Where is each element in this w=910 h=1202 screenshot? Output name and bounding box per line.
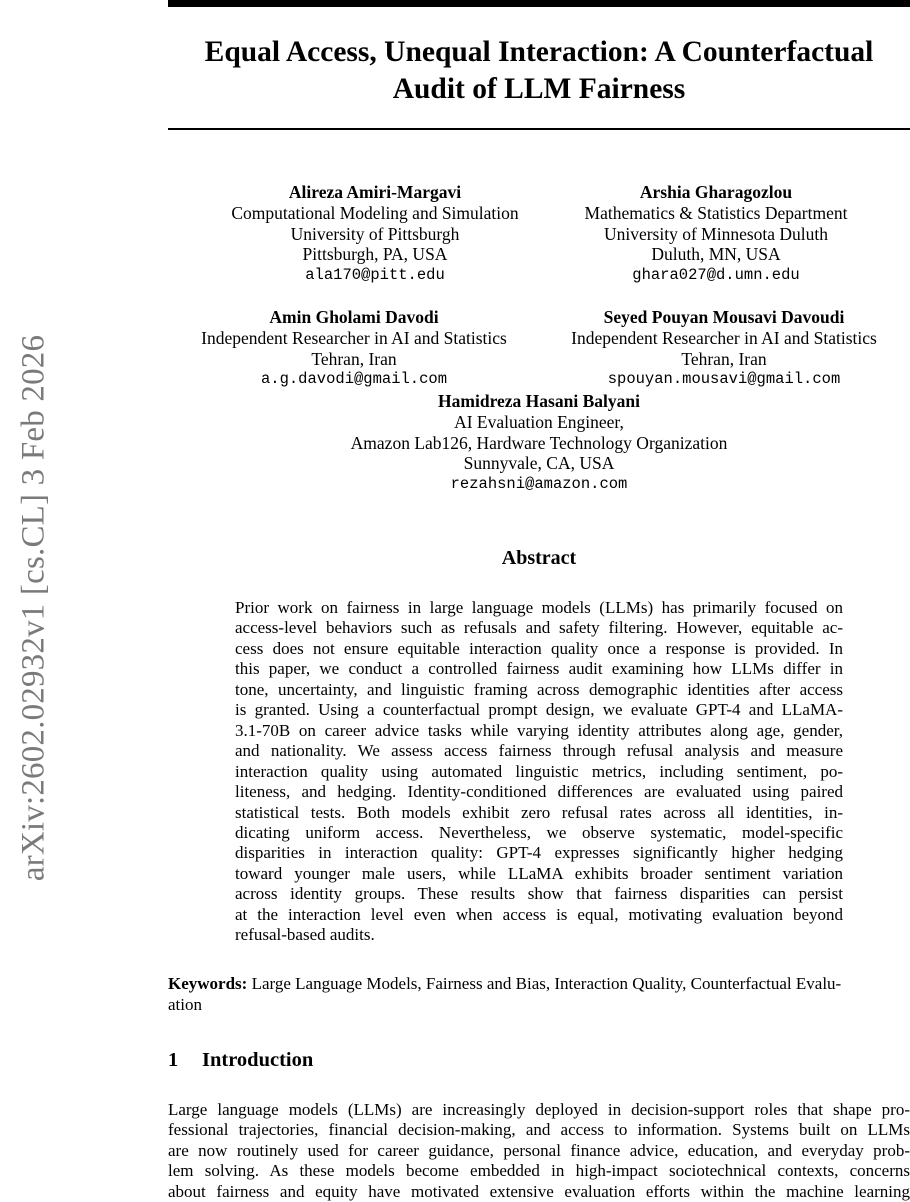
author-affiliation: AI Evaluation Engineer, (454, 411, 624, 432)
abstract-heading: Abstract (501, 547, 577, 569)
abstract-line: across identity groups. These results show that fairness disparities can persist (235, 884, 843, 904)
author-location: Tehran, Iran (681, 348, 767, 369)
keywords-text: ation (168, 994, 202, 1014)
body-line: lem solving. As these models become embedded in high-impact sociotechnical contexts, concerns (168, 1161, 910, 1181)
abstract-line: 3.1-70B on career advice tasks while varying identity attributes along age, gender, (235, 720, 843, 740)
body-line: are now routinely used for career guidance, personal finance advice, education, and everyday prob- (168, 1140, 910, 1160)
author-affiliation: Independent Researcher in AI and Statistics (201, 327, 507, 348)
author-name: Hamidreza Hasani Balyani (438, 391, 640, 411)
author-block (351, 391, 728, 495)
author-affiliation: Mathematics & Statistics Department (584, 202, 848, 223)
abstract-line: statistical tests. Both models exhibit zero refusal rates across all identities, in- (235, 802, 843, 822)
author-name: Amin Gholami Davodi (269, 307, 439, 327)
paper-title (168, 34, 910, 108)
introduction-body (168, 1100, 910, 1202)
section-title: Introduction (202, 1049, 314, 1071)
author-block (585, 182, 848, 286)
title-rule (168, 128, 910, 130)
keywords (168, 974, 910, 1015)
author-email[interactable]: ala170@pitt.edu (305, 266, 445, 285)
abstract-line: this paper, we conduct a controlled fairness audit examining how LLMs differ in (235, 659, 843, 679)
abstract-line: and nationality. We assess access fairness through refusal analysis and measure (235, 741, 843, 761)
abstract-line: refusal-based audits. (235, 925, 375, 945)
author-name: Seyed Pouyan Mousavi Davoudi (603, 307, 845, 327)
author-email[interactable]: rezahsni@amazon.com (450, 475, 628, 494)
author-block (571, 307, 877, 390)
author-affiliation: University of Minnesota Duluth (603, 223, 829, 244)
arxiv-identifier: arXiv:2602.02932v1 [cs.CL] 3 Feb 2026 (15, 334, 52, 882)
section-number: 1 (168, 1049, 179, 1071)
abstract-line: Prior work on fairness in large language models (LLMs) has primarily focused on (235, 598, 843, 617)
author-email[interactable]: spouyan.mousavi@gmail.com (607, 370, 841, 389)
author-location: Pittsburgh, PA, USA (302, 244, 448, 265)
section-heading (168, 1049, 313, 1072)
abstract-line: liteness, and hedging. Identity-conditioned differences are evaluated using paired (235, 782, 843, 802)
keywords-text: Large Language Models, Fairness and Bias, Interaction Quality, Counterfactual Evalu- (247, 974, 842, 993)
keywords-label: Keywords: (168, 974, 248, 993)
author-email[interactable]: ghara027@d.umn.edu (632, 266, 800, 285)
author-block (231, 182, 518, 286)
author-location: Duluth, MN, USA (651, 244, 781, 265)
body-line: about fairness and equity have motivated extensive evaluation efforts within the machine learning (168, 1181, 910, 1201)
abstract-line: toward younger male users, while LLaMA exhibits broader sentiment variation (235, 863, 843, 883)
top-rule (168, 0, 910, 7)
abstract-line: cess does not ensure equitable interaction quality once a response is provided. In (235, 638, 843, 658)
abstract-line: at the interaction level even when access is equal, motivating evaluation beyond (235, 904, 843, 924)
author-location: Sunnyvale, CA, USA (463, 453, 615, 474)
body-line: fessional trajectories, financial decision-making, and access to information. Systems built on LLMs (168, 1120, 910, 1140)
author-name: Alireza Amiri-Margavi (288, 182, 462, 202)
author-name: Arshia Gharagozlou (639, 182, 793, 202)
author-affiliation: Amazon Lab126, Hardware Technology Organization (350, 432, 728, 453)
author-affiliation: Independent Researcher in AI and Statistics (571, 327, 877, 348)
title-line: Audit of LLM Fairness (392, 73, 686, 105)
author-affiliation: University of Pittsburgh (290, 223, 460, 244)
body-line: Large language models (LLMs) are increasingly deployed in decision-support roles that shape pro- (168, 1100, 910, 1119)
abstract-line: disparities in interaction quality: GPT-4 expresses significantly higher hedging (235, 843, 843, 863)
author-location: Tehran, Iran (311, 348, 397, 369)
abstract-body (235, 598, 843, 946)
author-email[interactable]: a.g.davodi@gmail.com (260, 370, 448, 389)
abstract-line: dicating uniform access. Nevertheless, we observe systematic, model-specific (235, 822, 843, 842)
author-block (201, 307, 507, 390)
title-line: Equal Access, Unequal Interaction: A Counterfactual (204, 36, 874, 68)
abstract-line: is granted. Using a counterfactual prompt design, we evaluate GPT-4 and LLaMA- (235, 700, 843, 720)
abstract-line: access-level behaviors such as refusals and safety filtering. However, equitable ac- (235, 618, 843, 638)
abstract-line: tone, uncertainty, and linguistic framing across demographic identities after access (235, 679, 843, 699)
author-affiliation: Computational Modeling and Simulation (231, 202, 519, 223)
abstract-line: interaction quality using automated linguistic metrics, including sentiment, po- (235, 761, 843, 781)
